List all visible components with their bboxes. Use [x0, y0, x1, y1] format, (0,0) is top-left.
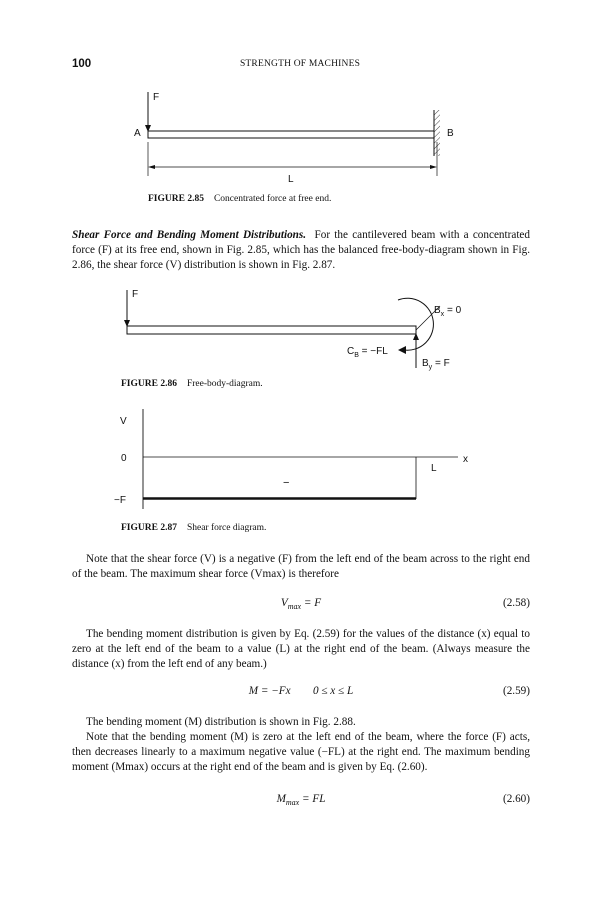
fig285-dim-arrow-left — [148, 165, 155, 169]
section-paragraph — [72, 228, 530, 273]
fig285-caption-label: FIGURE 2.85 — [148, 194, 204, 204]
page-number: 100 — [72, 58, 92, 70]
fig285-dim-arrow-right — [430, 165, 437, 169]
running-header: STRENGTH OF MACHINES — [239, 59, 361, 69]
fig286-caption-text: Free-body-diagram. — [186, 379, 263, 389]
body-para3: The bending moment distribution is given by Eq. (2.59) for the values of the distance (x) equal to zero at the left end of the beam to a value (L) at the right end of the beam. (Always measure the distance (x) from the left end of any beam.) — [72, 628, 530, 670]
fig287-label-x: x — [463, 454, 468, 465]
equation-2-58: $V_{max} = F$ (2.58) — [280, 597, 530, 612]
figure-2-86-drawing — [0, 280, 600, 390]
body-para4: The bending moment (M) distribution is shown in Fig. 2.88. — [86, 716, 356, 728]
fig287-label-l: L — [431, 463, 437, 474]
fig286-caption-label: FIGURE 2.86 — [121, 379, 177, 389]
fig286-label-f: F — [132, 289, 139, 300]
equation-2-60-number: (2.60) — [502, 793, 530, 805]
equation-2-59-number: (2.59) — [502, 685, 530, 697]
fig286-caption — [121, 379, 263, 389]
fig285-label-a: A — [134, 128, 141, 139]
fig285-label-l: L — [288, 174, 294, 185]
equation-2-58-number: (2.58) — [502, 597, 530, 609]
fig287-caption-text: Shear force diagram. — [186, 523, 267, 533]
fig285-caption — [148, 194, 331, 204]
fig286-moment-arrowhead — [398, 346, 406, 354]
fig286-label-cb: $C_B = -FL$ — [347, 346, 388, 359]
fig285-beam — [148, 131, 434, 138]
figure-2-87 — [0, 405, 600, 520]
body-para5: Note that the bending moment (M) is zero at the left end of the beam, where the force (F) acts, then decreases linearly to a maximum negative value (−FL) at the right end. The maximum bending moment (Mmax) occurs at the right end of the beam and is given by Eq. (2.60). — [72, 731, 530, 773]
fig285-label-f: F — [153, 92, 160, 103]
fig287-label-v: V — [120, 416, 127, 427]
body-para2: Note that the shear force (V) is a negative (F) from the left end of the beam across to the right end of the beam. The maximum shear force (Vmax) is therefore — [72, 553, 530, 580]
section-para1: For the cantilevered beam with a concentrated force (F) at its free end, shown in Fig. 2.85, which has the balanced free-body-diagram shown in Fig. 2.86, the shear force (V) distribution is shown in Fig. 2.87. — [72, 229, 530, 271]
fig286-label-by: $B_y = F$ — [422, 358, 450, 371]
fig285-caption-text: Concentrated force at free end. — [213, 194, 332, 204]
fig287-caption-label: FIGURE 2.87 — [121, 523, 177, 533]
fig287-label-zero: 0 — [121, 453, 127, 464]
fig287-label-negf: −F — [114, 495, 126, 506]
equation-2-60: $M_{max}$ = FL (2.60) — [276, 793, 530, 808]
fig285-label-b: B — [447, 128, 454, 139]
body-para4-5 — [72, 715, 530, 775]
figure-2-85 — [0, 0, 600, 200]
section-heading: Shear Force and Bending Moment Distributions. — [72, 229, 307, 241]
equation-2-59: M = −Fx 0 ≤ x ≤ L (2.59) — [248, 685, 530, 697]
fig286-label-bx: $B_x = 0$ — [434, 305, 462, 318]
fig287-negative-sign: − — [283, 477, 290, 489]
fig287-caption — [121, 523, 266, 533]
fig286-beam — [127, 326, 416, 334]
